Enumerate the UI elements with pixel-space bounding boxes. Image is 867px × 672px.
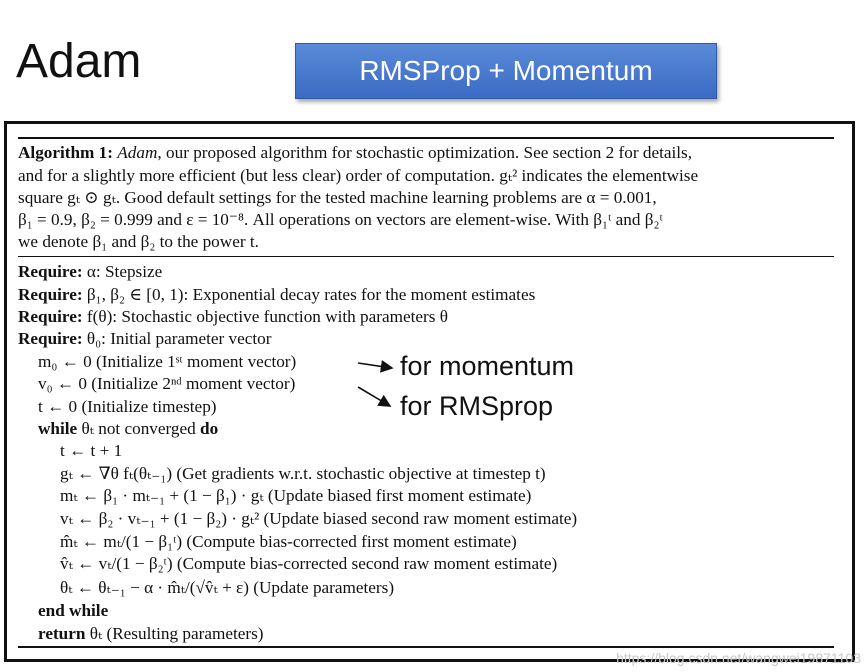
while-condition: θₜ not converged: [77, 419, 201, 438]
init-timestep: t ← 0 (Initialize timestep): [38, 397, 217, 416]
momentum-annotation: for momentum: [400, 351, 575, 381]
caption-line-4: β₁ = 0.9, β₂ = 0.999 and ε = 10⁻⁸. All operations on vectors are element-wise. With β₁ᵗ and β₂ᵗ: [18, 210, 663, 229]
bias-corrected-second: v̂ₜ ← vₜ/(1 − β₂ᵗ) (Compute bias-corrected second raw moment estimate): [60, 554, 558, 573]
require-text: β₁, β₂ ∈ [0, 1): Exponential decay rates for the moment estimates: [82, 285, 536, 304]
caption-line-2: and for a slightly more efficient (but less clear) order of computation. gₜ² indicates the elementwise: [18, 166, 699, 185]
require-keyword: Require:: [18, 285, 83, 304]
end-while: end while: [38, 601, 109, 620]
require-text: f(θ): Stochastic objective function with parameters θ: [82, 307, 448, 326]
require-keyword: Require:: [18, 329, 83, 348]
init-first-moment: m₀ ← 0 (Initialize 1ˢᵗ moment vector): [38, 352, 297, 371]
rmsprop-annotation: for RMSprop: [400, 391, 554, 421]
init-second-moment: v₀ ← 0 (Initialize 2ⁿᵈ moment vector): [38, 374, 296, 393]
watermark: https://blog.csdn.net/wangwei19871103: [616, 650, 861, 666]
bias-corrected-first: m̂ₜ ← mₜ/(1 − β₁ᵗ) (Compute bias-corrected first moment estimate): [60, 532, 517, 551]
require-keyword: Require:: [18, 307, 83, 326]
do-keyword: do: [200, 419, 219, 438]
caption-text-1: , our proposed algorithm for stochastic optimization. See section 2 for details,: [157, 143, 693, 162]
require-text: θ₀: Initial parameter vector: [82, 329, 272, 348]
return-keyword: return: [38, 624, 86, 643]
algorithm-name: Adam: [117, 143, 158, 162]
algorithm-label: Algorithm 1:: [18, 143, 113, 162]
momentum-arrow: [358, 363, 392, 368]
gradient-step: gₜ ← ∇θ fₜ(θₜ₋₁) (Get gradients w.r.t. stochastic objective at timestep t): [60, 464, 546, 483]
increment-timestep: t ← t + 1: [60, 441, 123, 460]
require-keyword: Require:: [18, 262, 83, 281]
second-moment-update: vₜ ← β₂ · vₜ₋₁ + (1 − β₂) · gₜ² (Update biased second raw moment estimate): [60, 509, 578, 528]
first-moment-update: mₜ ← β₁ · mₜ₋₁ + (1 − β₁) · gₜ (Update biased first moment estimate): [60, 486, 532, 505]
require-text: α: Stepsize: [82, 262, 163, 281]
caption-line-3: square gₜ ⊙ gₜ. Good default settings for the tested machine learning problems are α = 0.001,: [18, 188, 657, 207]
while-keyword: while: [38, 419, 78, 438]
rmsprop-momentum-badge: RMSProp + Momentum: [295, 43, 717, 99]
return-text: θₜ (Resulting parameters): [85, 624, 264, 643]
rmsprop-arrow: [358, 387, 390, 406]
parameter-update: θₜ ← θₜ₋₁ − α · m̂ₜ/(√v̂ₜ + ε) (Update parameters): [60, 578, 395, 597]
caption-line-5: we denote β₁ and β₂ to the power t.: [18, 232, 259, 251]
slide-title: Adam: [16, 35, 142, 88]
